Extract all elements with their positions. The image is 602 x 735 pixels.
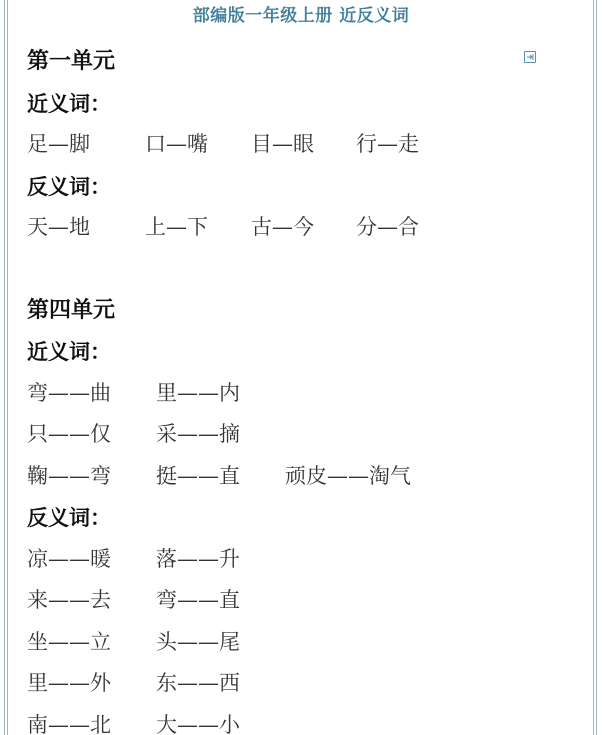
word-pair: 大——小 [156, 712, 240, 735]
word-pair: 足—脚 [27, 132, 90, 156]
word-pair: 坐——立 [27, 629, 111, 654]
word-pair: 鞠——弯 [27, 463, 111, 488]
page-border-right [593, 0, 597, 735]
word-pair: 只——仅 [27, 422, 111, 446]
word-pair: 采——摘 [156, 422, 240, 446]
unit4-antonyms-row [27, 539, 567, 581]
document-title: 部编版一年级上册 近反义词 [192, 6, 410, 26]
unit4-synonyms-row [27, 456, 567, 498]
word-pair: 上—下 [145, 215, 208, 239]
word-pair: 南——北 [27, 712, 111, 735]
word-pair: 凉——暖 [27, 546, 111, 571]
word-pair: 里——外 [27, 671, 111, 695]
unit1-synonyms-row [27, 124, 567, 166]
word-pair: 来——去 [27, 588, 111, 612]
unit4-antonyms-row [27, 622, 567, 664]
unit4-synonyms-row [27, 373, 567, 415]
word-pair: 落——升 [156, 546, 240, 571]
unit1-heading: 第一单元 [27, 48, 116, 74]
word-pair: 挺——直 [156, 463, 240, 488]
word-pair: 分—合 [356, 215, 419, 239]
word-pair: 古—今 [251, 215, 314, 239]
unit4-antonyms-label: 反义词： [27, 505, 111, 530]
unit4-antonyms-row [27, 580, 567, 622]
unit4-synonyms-row [27, 414, 567, 456]
word-pair: 头——尾 [156, 629, 240, 654]
word-pair: 顽皮——淘气 [285, 463, 411, 488]
page-border-left [4, 0, 8, 735]
unit1-synonyms-label: 近义词： [27, 90, 111, 116]
word-pair: 里——内 [156, 380, 240, 405]
unit4-synonyms-label: 近义词： [27, 339, 111, 364]
word-pair: 弯——曲 [27, 380, 111, 405]
word-pair: 东——西 [156, 671, 240, 695]
spacer [27, 249, 567, 290]
document-content [27, 41, 567, 735]
word-pair: 天—地 [27, 215, 90, 239]
unit1-antonyms-row [27, 207, 567, 249]
word-pair: 口—嘴 [145, 132, 208, 156]
word-pair: 行—走 [356, 132, 419, 156]
unit1-antonyms-label: 反义词： [27, 173, 111, 199]
word-pair: 弯——直 [156, 588, 240, 612]
unit4-antonyms-row [27, 705, 567, 735]
unit4-antonyms-row [27, 663, 567, 705]
word-pair: 目—眼 [251, 132, 314, 156]
unit4-heading: 第四单元 [27, 296, 116, 323]
